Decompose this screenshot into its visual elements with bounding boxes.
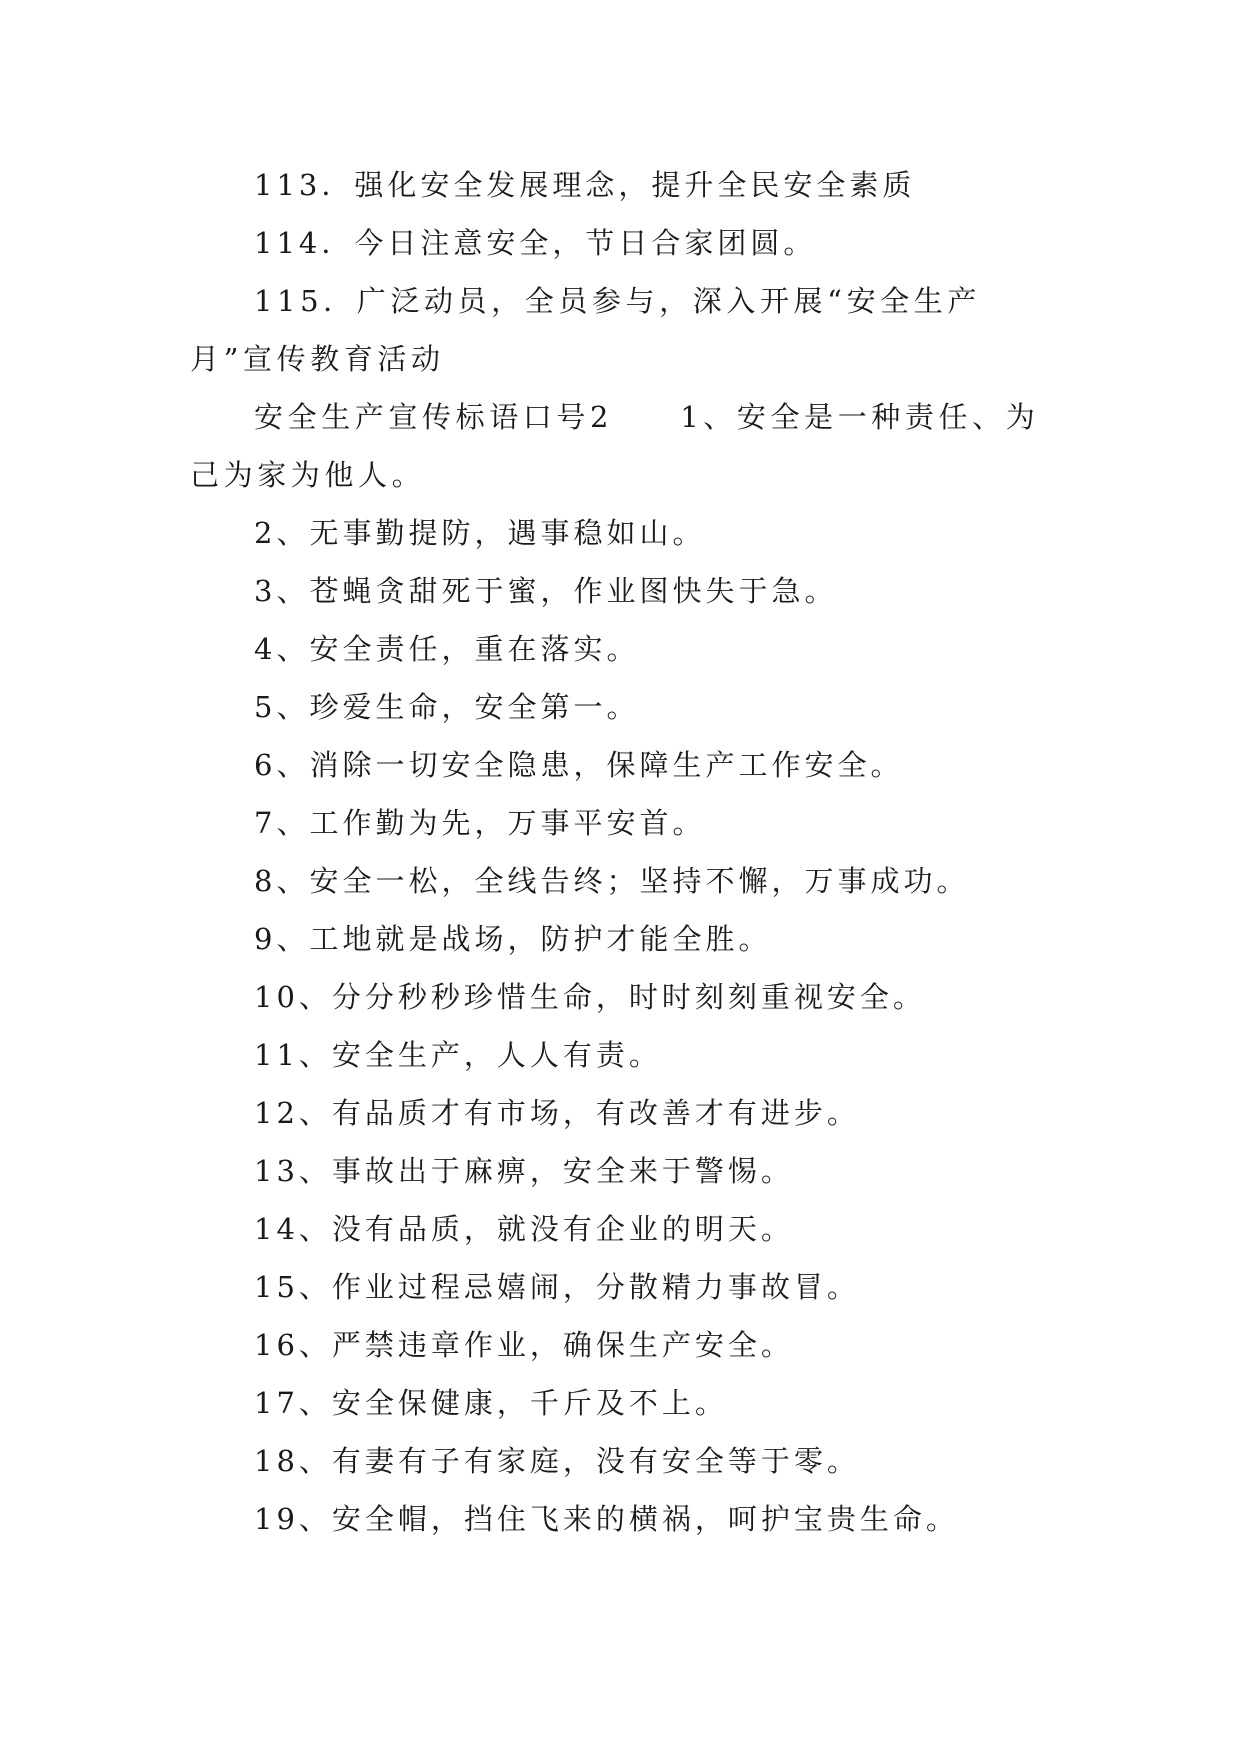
paragraph: 14、没有品质，就没有企业的明天。 [254, 1212, 794, 1246]
paragraph: 10、分分秒秒珍惜生命，时时刻刻重视安全。 [254, 980, 926, 1014]
paragraph: 115．广泛动员，全员参与，深入开展“安全生产月”宣传教育活动 [190, 284, 981, 376]
document-body [190, 156, 1060, 1548]
paragraph: 9、工地就是战场，防护才能全胜。 [254, 922, 772, 956]
paragraph: 12、有品质才有市场，有改善才有进步。 [254, 1096, 860, 1130]
section-heading-paragraph: 安全生产宣传标语口号2 1、安全是一种责任、为己为家为他人。 [190, 400, 1040, 492]
paragraph: 8、安全一松，全线告终；坚持不懈，万事成功。 [254, 864, 970, 898]
paragraph: 6、消除一切安全隐患，保障生产工作安全。 [254, 748, 904, 782]
paragraph: 13、事故出于麻痹，安全来于警惕。 [254, 1154, 794, 1188]
paragraph: 11、安全生产，人人有责。 [254, 1038, 662, 1072]
paragraph: 4、安全责任，重在落实。 [254, 632, 640, 666]
paragraph: 3、苍蝇贪甜死于蜜，作业图快失于急。 [254, 574, 838, 608]
paragraph: 19、安全帽，挡住飞来的横祸，呵护宝贵生命。 [254, 1502, 959, 1536]
paragraph: 5、珍爱生命，安全第一。 [254, 690, 640, 724]
paragraph: 16、严禁违章作业，确保生产安全。 [254, 1328, 794, 1362]
paragraph: 17、安全保健康，千斤及不上。 [254, 1386, 728, 1420]
paragraph: 7、工作勤为先，万事平安首。 [254, 806, 706, 840]
paragraph: 15、作业过程忌嬉闹，分散精力事故冒。 [254, 1270, 860, 1304]
paragraph: 18、有妻有子有家庭，没有安全等于零。 [254, 1444, 860, 1478]
paragraph: 113．强化安全发展理念，提升全民安全素质 [254, 168, 916, 202]
paragraph: 2、无事勤提防，遇事稳如山。 [254, 516, 706, 550]
paragraph: 114．今日注意安全，节日合家团圆。 [254, 226, 817, 260]
